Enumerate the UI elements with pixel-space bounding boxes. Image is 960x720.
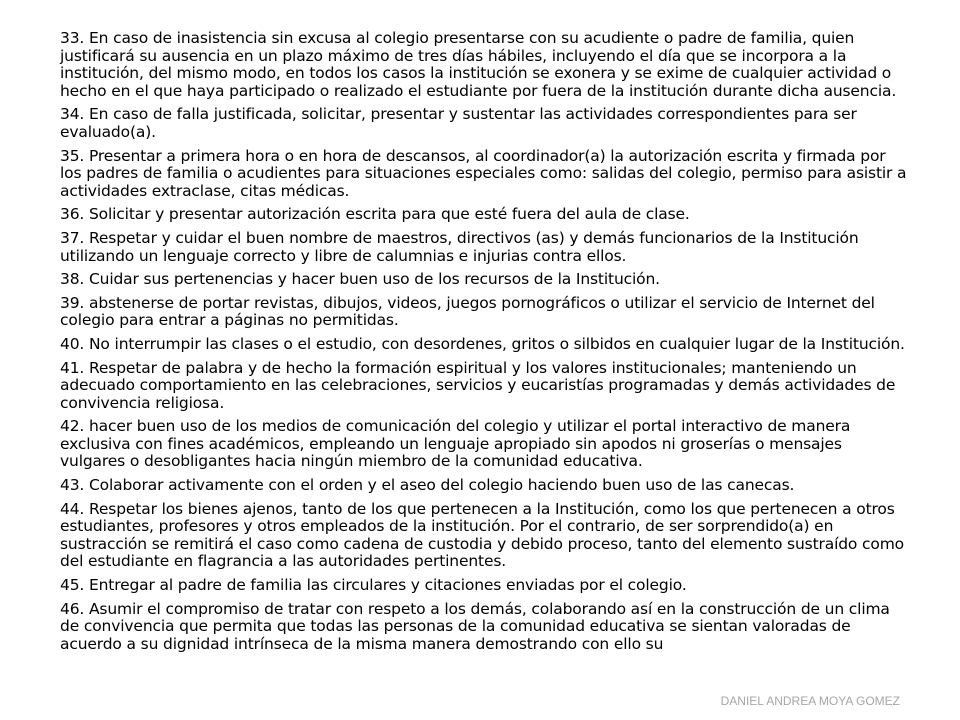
rule-41: 41. Respetar de palabra y de hecho la formación espiritual y los valores institucionales; manteniendo un adecuado comportamiento en las celebraciones, servicios y eucaristías programadas y demás actividades de convivencia religiosa. (60, 358, 896, 412)
rule-35: 35. Presentar a primera hora o en hora de descansos, al coordinador(a) la autorización escrita y firmada por los padres de familia o acudientes para situaciones especiales como: salidas del colegio, permiso para asistir a actividades extraclase, citas médicas. (60, 146, 907, 200)
rule-37: 37. Respetar y cuidar el buen nombre de maestros, directivos (as) y demás funcionarios de la Institución utilizando un lenguaje correcto y libre de calumnias e injurias contra ellos. (60, 228, 859, 265)
rule-33: 33. En caso de inasistencia sin excusa al colegio presentarse con su acudiente o padre de familia, quien justificará su ausencia en un plazo máximo de tres días hábiles, incluyendo el día que se incorpora a la institución, del mismo modo, en todos los casos la institución se exonera y se exime de cualquier actividad o hecho en el que haya participado o realizado el estudiante por fuera de la institución durante dicha ausencia. (60, 29, 897, 100)
rule-36: 36. Solicitar y presentar autorización escrita para que esté fuera del aula de clase. (60, 205, 690, 224)
rule-40: 40. No interrumpir las clases o el estudio, con desordenes, gritos o silbidos en cualquier lugar de la Institución. (60, 334, 905, 353)
rule-38: 38. Cuidar sus pertenencias y hacer buen uso de los recursos de la Institución. (60, 270, 660, 289)
rule-39: 39. abstenerse de portar revistas, dibujos, videos, juegos pornográficos o utilizar el servicio de Internet del colegio para entrar a páginas no permitidas. (60, 293, 875, 330)
rule-43: 43. Colaborar activamente con el orden y el aseo del colegio haciendo buen uso de las canecas. (60, 476, 795, 495)
rule-45: 45. Entregar al padre de familia las circulares y citaciones enviadas por el colegio. (60, 576, 687, 595)
rule-44: 44. Respetar los bienes ajenos, tanto de los que pertenecen a la Institución, como los que pertenecen a otros estudiantes, profesores y otros empleados de la institución. Por el contrario, de ser sorprendido(a) en sustracción se remitirá el caso como cadena de custodia y debido proceso, tanto del elemento sustraído como del estudiante en flagrancia a las autoridades pertinentes. (60, 499, 905, 571)
rule-42: 42. hacer buen uso de los medios de comunicación del colegio y utilizar el portal interactivo de manera exclusiva con fines académicos, empleando un lenguaje apropiado sin apodos ni groserías o mensajes vulgares o desobligantes hacia ningún miembro de la comunidad educativa. (60, 417, 851, 471)
rules-list (60, 30, 910, 659)
rule-46: 46. Asumir el compromiso de tratar con respeto a los demás, colaborando así en la construcción de un clima de convivencia que permita que todas las personas de la comunidad educativa se sientan valoradas de acuerdo a su dignidad intrínseca de la misma manera demostrando con ello su (60, 599, 890, 653)
rule-34: 34. En caso de falla justificada, solicitar, presentar y sustentar las actividades correspondientes para ser evaluado(a). (60, 105, 857, 141)
author-footer: DANIEL ANDREA MOYA GOMEZ (720, 694, 900, 708)
